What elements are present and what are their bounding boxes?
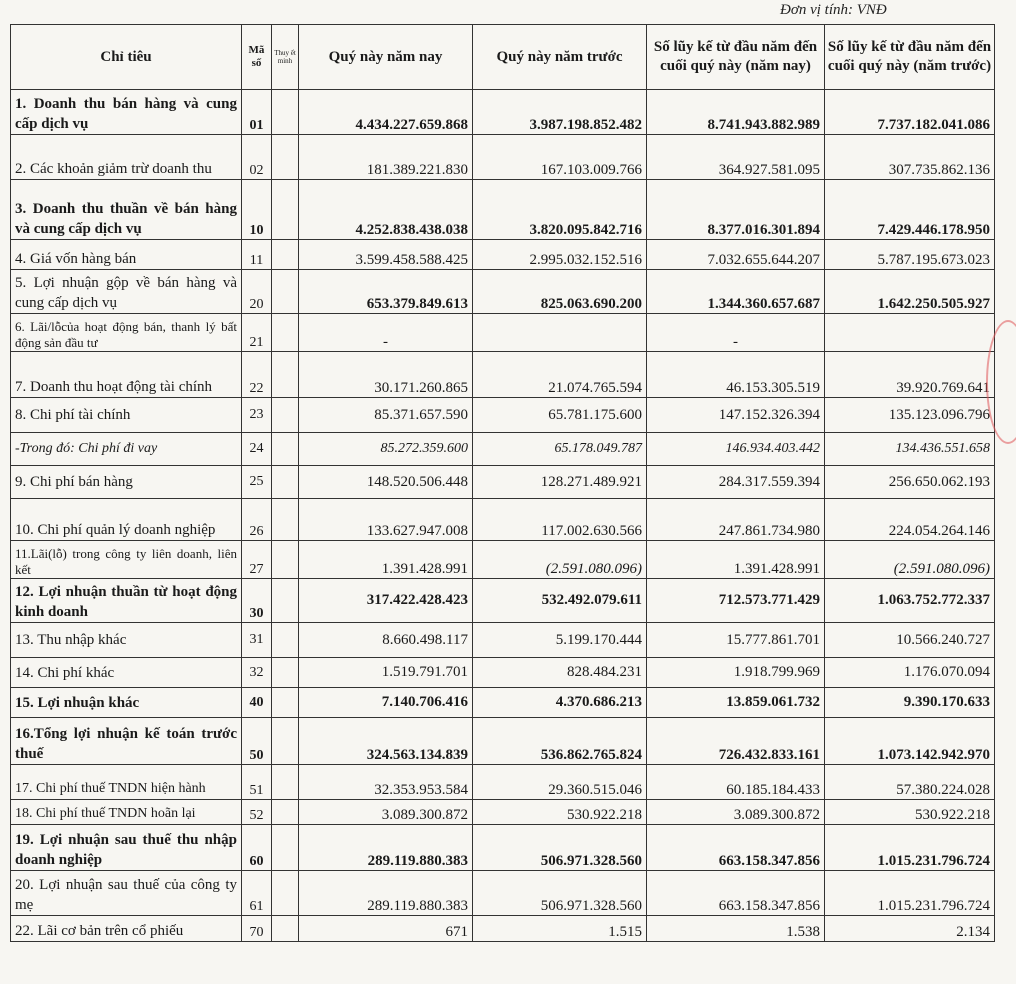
row-value-q-this-year: 30.171.260.865 <box>299 352 473 398</box>
row-value-q-last-year: 2.995.032.152.516 <box>473 240 647 270</box>
table-row <box>11 352 995 398</box>
row-value-q-last-year: 532.492.079.611 <box>473 579 647 623</box>
header-thuyet-minh: Thuy ết minh <box>272 25 299 90</box>
row-label: 16.Tổng lợi nhuận kế toán trước thuế <box>11 718 242 765</box>
header-row <box>11 25 995 90</box>
table-row <box>11 541 995 579</box>
row-note <box>272 398 299 433</box>
row-note <box>272 658 299 688</box>
row-label: 6. Lãi/lỗcủa hoạt động bán, thanh lý bất động sản đầu tư <box>11 314 242 352</box>
row-value-ytd-this-year: 726.432.833.161 <box>647 718 825 765</box>
row-value-ytd-this-year: 1.391.428.991 <box>647 541 825 579</box>
row-value-ytd-this-year: 46.153.305.519 <box>647 352 825 398</box>
row-label: 8. Chi phí tài chính <box>11 398 242 433</box>
row-value-q-last-year: 65.178.049.787 <box>473 433 647 466</box>
row-value-q-this-year: 653.379.849.613 <box>299 270 473 314</box>
row-note <box>272 916 299 942</box>
row-code: 26 <box>242 499 272 541</box>
table-row <box>11 688 995 718</box>
row-value-q-last-year: 3.820.095.842.716 <box>473 180 647 240</box>
row-label: 2. Các khoản giảm trừ doanh thu <box>11 135 242 180</box>
row-code: 27 <box>242 541 272 579</box>
row-note <box>272 688 299 718</box>
table-row <box>11 916 995 942</box>
row-value-ytd-last-year: 9.390.170.633 <box>825 688 995 718</box>
row-note <box>272 135 299 180</box>
row-value-q-last-year: 29.360.515.046 <box>473 765 647 800</box>
row-value-ytd-last-year: 135.123.096.796 <box>825 398 995 433</box>
row-code: 31 <box>242 623 272 658</box>
row-label: 7. Doanh thu hoạt động tài chính <box>11 352 242 398</box>
table-row <box>11 240 995 270</box>
row-value-q-this-year: 85.272.359.600 <box>299 433 473 466</box>
row-value-ytd-last-year: 256.650.062.193 <box>825 466 995 499</box>
row-value-ytd-last-year: 10.566.240.727 <box>825 623 995 658</box>
row-value-q-last-year: 506.971.328.560 <box>473 871 647 916</box>
row-value-q-last-year: 506.971.328.560 <box>473 825 647 871</box>
row-code: 60 <box>242 825 272 871</box>
row-value-q-last-year: 117.002.630.566 <box>473 499 647 541</box>
row-value-q-this-year: 324.563.134.839 <box>299 718 473 765</box>
row-code: 32 <box>242 658 272 688</box>
row-value-ytd-last-year: (2.591.080.096) <box>825 541 995 579</box>
row-value-q-this-year: 289.119.880.383 <box>299 871 473 916</box>
row-code: 51 <box>242 765 272 800</box>
row-value-q-this-year: 289.119.880.383 <box>299 825 473 871</box>
row-label: 19. Lợi nhuận sau thuế thu nhập doanh nghiệp <box>11 825 242 871</box>
row-label: 13. Thu nhập khác <box>11 623 242 658</box>
table-row <box>11 499 995 541</box>
row-label: 10. Chi phí quản lý doanh nghiệp <box>11 499 242 541</box>
row-value-ytd-this-year: 13.859.061.732 <box>647 688 825 718</box>
table-row <box>11 579 995 623</box>
row-label: 3. Doanh thu thuần về bán hàng và cung cấp dịch vụ <box>11 180 242 240</box>
header-ma-so: Mã số <box>242 25 272 90</box>
row-label: 1. Doanh thu bán hàng và cung cấp dịch vụ <box>11 90 242 135</box>
table-row <box>11 433 995 466</box>
row-value-q-last-year: 128.271.489.921 <box>473 466 647 499</box>
row-label: 5. Lợi nhuận gộp về bán hàng và cung cấp dịch vụ <box>11 270 242 314</box>
row-value-ytd-this-year: 3.089.300.872 <box>647 800 825 825</box>
row-note <box>272 90 299 135</box>
row-label: 20. Lợi nhuận sau thuế của công ty mẹ <box>11 871 242 916</box>
header-quy-nay-nam-truoc: Quý này năm trước <box>473 25 647 90</box>
row-code: 23 <box>242 398 272 433</box>
row-value-q-this-year: 3.599.458.588.425 <box>299 240 473 270</box>
row-value-ytd-this-year: 663.158.347.856 <box>647 871 825 916</box>
row-label: 18. Chi phí thuế TNDN hoãn lại <box>11 800 242 825</box>
table-row <box>11 466 995 499</box>
header-luy-ke-nam-truoc: Số lũy kế từ đầu năm đến cuối quý này (năm trước) <box>825 25 995 90</box>
row-note <box>272 240 299 270</box>
row-note <box>272 466 299 499</box>
row-value-q-last-year: 536.862.765.824 <box>473 718 647 765</box>
row-value-ytd-last-year: 2.134 <box>825 916 995 942</box>
table-row <box>11 90 995 135</box>
row-note <box>272 623 299 658</box>
row-value-ytd-this-year: 8.741.943.882.989 <box>647 90 825 135</box>
row-value-q-last-year: 825.063.690.200 <box>473 270 647 314</box>
table-row <box>11 718 995 765</box>
row-value-q-last-year: 167.103.009.766 <box>473 135 647 180</box>
row-code: 50 <box>242 718 272 765</box>
row-code: 10 <box>242 180 272 240</box>
row-value-ytd-this-year: 7.032.655.644.207 <box>647 240 825 270</box>
row-value-ytd-this-year: 284.317.559.394 <box>647 466 825 499</box>
unit-label: Đơn vị tính: VNĐ <box>780 2 887 18</box>
row-value-q-this-year: 8.660.498.117 <box>299 623 473 658</box>
table-row <box>11 398 995 433</box>
row-value-ytd-last-year: 1.015.231.796.724 <box>825 825 995 871</box>
row-code: 21 <box>242 314 272 352</box>
row-value-q-this-year: 7.140.706.416 <box>299 688 473 718</box>
row-label: -Trong đó: Chi phí đi vay <box>11 433 242 466</box>
income-statement-table <box>10 24 995 942</box>
row-code: 52 <box>242 800 272 825</box>
row-value-ytd-last-year: 1.015.231.796.724 <box>825 871 995 916</box>
row-value-ytd-last-year: 7.737.182.041.086 <box>825 90 995 135</box>
row-value-ytd-this-year: 146.934.403.442 <box>647 433 825 466</box>
row-code: 20 <box>242 270 272 314</box>
header-chi-tieu: Chỉ tiêu <box>11 25 242 90</box>
row-value-q-this-year: 181.389.221.830 <box>299 135 473 180</box>
row-value-q-this-year: 148.520.506.448 <box>299 466 473 499</box>
row-value-q-this-year: - <box>299 314 473 352</box>
row-label: 12. Lợi nhuận thuần từ hoạt động kinh doanh <box>11 579 242 623</box>
row-code: 70 <box>242 916 272 942</box>
row-label: 14. Chi phí khác <box>11 658 242 688</box>
table-row <box>11 623 995 658</box>
row-note <box>272 718 299 765</box>
row-code: 40 <box>242 688 272 718</box>
row-value-ytd-this-year: 364.927.581.095 <box>647 135 825 180</box>
row-note <box>272 180 299 240</box>
row-value-q-this-year: 671 <box>299 916 473 942</box>
row-note <box>272 541 299 579</box>
row-value-ytd-this-year: - <box>647 314 825 352</box>
table-row <box>11 765 995 800</box>
row-value-ytd-last-year: 5.787.195.673.023 <box>825 240 995 270</box>
row-label: 4. Giá vốn hàng bán <box>11 240 242 270</box>
row-label: 15. Lợi nhuận khác <box>11 688 242 718</box>
row-value-ytd-last-year: 224.054.264.146 <box>825 499 995 541</box>
row-value-ytd-this-year: 8.377.016.301.894 <box>647 180 825 240</box>
row-value-ytd-last-year: 134.436.551.658 <box>825 433 995 466</box>
row-value-q-last-year: 21.074.765.594 <box>473 352 647 398</box>
row-value-q-this-year: 133.627.947.008 <box>299 499 473 541</box>
header-quy-nay-nam-nay: Quý này năm nay <box>299 25 473 90</box>
row-note <box>272 579 299 623</box>
row-value-ytd-this-year: 1.918.799.969 <box>647 658 825 688</box>
row-value-ytd-this-year: 712.573.771.429 <box>647 579 825 623</box>
row-value-ytd-last-year <box>825 314 995 352</box>
row-code: 02 <box>242 135 272 180</box>
row-value-q-this-year: 3.089.300.872 <box>299 800 473 825</box>
table-row <box>11 135 995 180</box>
row-value-q-this-year: 85.371.657.590 <box>299 398 473 433</box>
row-note <box>272 270 299 314</box>
table-row <box>11 871 995 916</box>
table-row <box>11 800 995 825</box>
row-value-q-this-year: 4.252.838.438.038 <box>299 180 473 240</box>
row-value-ytd-this-year: 1.344.360.657.687 <box>647 270 825 314</box>
row-label: 11.Lãi(lỗ) trong công ty liên doanh, liên kết <box>11 541 242 579</box>
row-note <box>272 499 299 541</box>
row-code: 30 <box>242 579 272 623</box>
row-value-ytd-last-year: 1.642.250.505.927 <box>825 270 995 314</box>
row-code: 22 <box>242 352 272 398</box>
table-row <box>11 314 995 352</box>
row-value-ytd-this-year: 663.158.347.856 <box>647 825 825 871</box>
row-value-q-last-year: 828.484.231 <box>473 658 647 688</box>
row-value-q-this-year: 32.353.953.584 <box>299 765 473 800</box>
row-value-ytd-last-year: 1.073.142.942.970 <box>825 718 995 765</box>
row-value-q-last-year: 65.781.175.600 <box>473 398 647 433</box>
header-luy-ke-nam-nay: Số lũy kế từ đầu năm đến cuối quý này (năm nay) <box>647 25 825 90</box>
row-value-q-last-year: 4.370.686.213 <box>473 688 647 718</box>
row-value-ytd-this-year: 1.538 <box>647 916 825 942</box>
row-value-q-last-year <box>473 314 647 352</box>
row-value-ytd-last-year: 39.920.769.641 <box>825 352 995 398</box>
row-code: 11 <box>242 240 272 270</box>
row-value-q-this-year: 1.519.791.701 <box>299 658 473 688</box>
row-label: 17. Chi phí thuế TNDN hiện hành <box>11 765 242 800</box>
row-note <box>272 800 299 825</box>
row-label: 9. Chi phí bán hàng <box>11 466 242 499</box>
row-value-ytd-last-year: 1.063.752.772.337 <box>825 579 995 623</box>
row-value-ytd-last-year: 57.380.224.028 <box>825 765 995 800</box>
row-value-q-this-year: 317.422.428.423 <box>299 579 473 623</box>
table-row <box>11 658 995 688</box>
row-value-ytd-last-year: 7.429.446.178.950 <box>825 180 995 240</box>
row-value-ytd-last-year: 530.922.218 <box>825 800 995 825</box>
row-note <box>272 314 299 352</box>
row-note <box>272 433 299 466</box>
row-note <box>272 765 299 800</box>
table-row <box>11 270 995 314</box>
row-value-ytd-this-year: 15.777.861.701 <box>647 623 825 658</box>
row-value-q-last-year: 3.987.198.852.482 <box>473 90 647 135</box>
row-value-q-last-year: 1.515 <box>473 916 647 942</box>
row-code: 01 <box>242 90 272 135</box>
row-code: 61 <box>242 871 272 916</box>
row-value-q-last-year: 530.922.218 <box>473 800 647 825</box>
row-value-q-last-year: (2.591.080.096) <box>473 541 647 579</box>
row-value-ytd-this-year: 147.152.326.394 <box>647 398 825 433</box>
row-value-q-this-year: 1.391.428.991 <box>299 541 473 579</box>
row-note <box>272 825 299 871</box>
table-row <box>11 825 995 871</box>
row-value-ytd-this-year: 60.185.184.433 <box>647 765 825 800</box>
row-note <box>272 871 299 916</box>
row-value-q-this-year: 4.434.227.659.868 <box>299 90 473 135</box>
row-value-ytd-this-year: 247.861.734.980 <box>647 499 825 541</box>
row-note <box>272 352 299 398</box>
row-label: 22. Lãi cơ bản trên cổ phiếu <box>11 916 242 942</box>
row-code: 25 <box>242 466 272 499</box>
row-value-ytd-last-year: 1.176.070.094 <box>825 658 995 688</box>
table-row <box>11 180 995 240</box>
row-value-q-last-year: 5.199.170.444 <box>473 623 647 658</box>
row-code: 24 <box>242 433 272 466</box>
row-value-ytd-last-year: 307.735.862.136 <box>825 135 995 180</box>
